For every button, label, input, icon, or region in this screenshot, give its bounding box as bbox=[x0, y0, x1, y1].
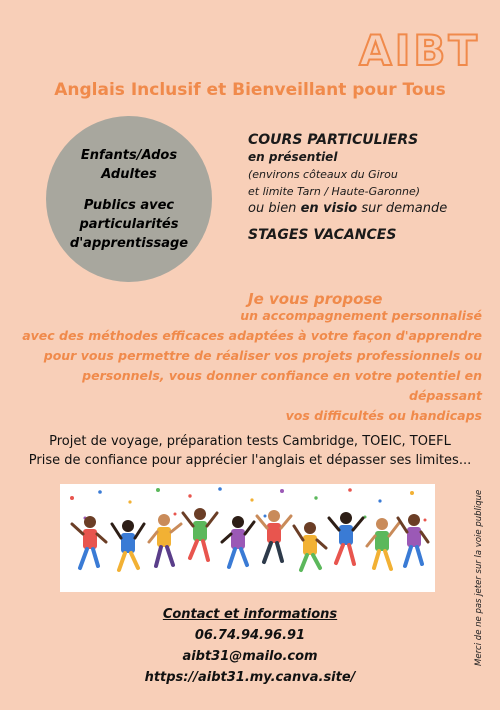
proposal-text bbox=[12, 306, 482, 426]
projects-text bbox=[0, 432, 500, 470]
audience-line: particularités bbox=[79, 216, 179, 232]
projects-line: Projet de voyage, préparation tests Cambridge, TOEIC, TOEFL bbox=[49, 434, 451, 449]
jumping-people-illustration bbox=[60, 484, 435, 592]
proposal-line: personnels, vous donner confiance en votre potentiel en dépassant bbox=[82, 368, 482, 403]
audience-line: Enfants/Ados bbox=[80, 147, 178, 163]
proposal-line: un accompagnement personnalisé bbox=[240, 308, 482, 323]
projects-line: Prise de confiance pour apprécier l'anglais et dépasser ses limites... bbox=[28, 453, 472, 468]
proposal-line: avec des méthodes efficaces adaptées à votre façon d'apprendre bbox=[22, 328, 482, 343]
visio-line bbox=[248, 200, 488, 217]
contact-title: Contact et informations bbox=[162, 607, 338, 622]
proposal-line: vos difficultés ou handicaps bbox=[285, 408, 482, 423]
side-note: Merci de ne pas jeter sur la voie publique bbox=[474, 489, 484, 666]
logo: AIBT bbox=[359, 26, 480, 75]
contact-block bbox=[0, 604, 500, 688]
area-line: et limite Tarn / Haute-Garonne) bbox=[248, 185, 421, 198]
audience-line: Adultes bbox=[101, 166, 157, 182]
proposal-heading: Je vous propose bbox=[248, 290, 383, 308]
visio-bold: en visio bbox=[300, 201, 358, 216]
courses-block bbox=[248, 132, 488, 244]
visio-suffix: sur demande bbox=[357, 201, 448, 216]
contact-email[interactable]: aibt31@mailo.com bbox=[182, 649, 318, 664]
confetti bbox=[70, 487, 427, 521]
page-subtitle: Anglais Inclusif et Bienveillant pour Tous bbox=[54, 80, 446, 100]
audience-circle bbox=[46, 116, 212, 282]
audience-line: Publics avec bbox=[83, 197, 175, 213]
presentiel-label: en présentiel bbox=[248, 150, 338, 164]
contact-phone[interactable]: 06.74.94.96.91 bbox=[194, 628, 306, 643]
stages-title: STAGES VACANCES bbox=[248, 227, 397, 243]
illustration-svg bbox=[60, 484, 435, 592]
audience-line: d'apprentissage bbox=[69, 235, 189, 251]
courses-title: COURS PARTICULIERS bbox=[248, 132, 419, 148]
visio-prefix: ou bien bbox=[248, 201, 301, 216]
proposal-line: pour vous permettre de réaliser vos projets professionnels ou bbox=[43, 348, 482, 363]
area-line: (environs côteaux du Girou bbox=[248, 168, 398, 181]
jumping-figures bbox=[72, 508, 428, 570]
contact-website[interactable]: https://aibt31.my.canva.site/ bbox=[144, 670, 356, 685]
